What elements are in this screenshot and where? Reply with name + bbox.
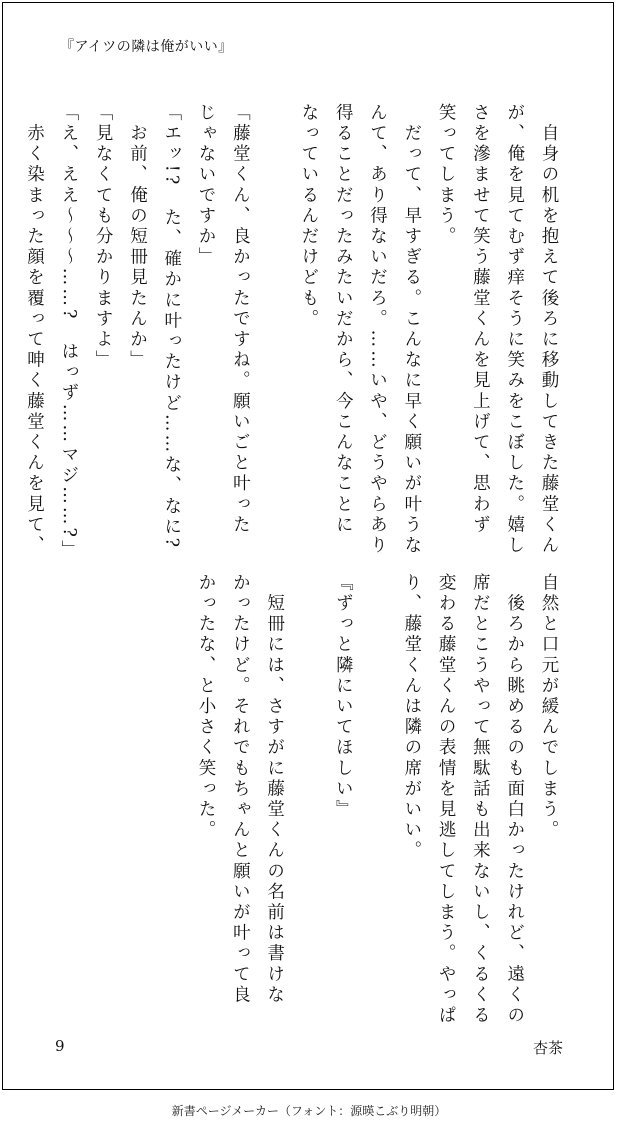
text-line: んて、あり得ないだろ。……いや、どうやらあり bbox=[367, 103, 388, 557]
page-number: 9 bbox=[55, 1037, 65, 1055]
text-line: さを滲ませて笑う藤堂くんを見上げて、思わず bbox=[470, 103, 491, 536]
text-line: お前、俺の短冊見たんか」 bbox=[127, 103, 148, 371]
text-line: なっているんだけども。 bbox=[298, 103, 319, 330]
text-line: 『ずっと隣にいてほしい』 bbox=[333, 573, 354, 821]
text-line: 「エッ!? た、確かに叶ったけど……な、なに? bbox=[161, 103, 182, 551]
text-line: 笑ってしまう。 bbox=[436, 103, 457, 248]
text-line: 「見なくても分かりますよ」 bbox=[93, 103, 114, 371]
text-line: 自然と口元が緩んでしまう。 bbox=[539, 573, 559, 841]
text-block-lower bbox=[189, 573, 566, 1027]
text-line: 赤く染まった顔を覆って呻く藤堂くんを見て、 bbox=[24, 103, 45, 557]
text-line: が、俺を見てむず痒そうに笑みをこぼした。嬉し bbox=[504, 103, 525, 557]
blank-line bbox=[292, 573, 326, 1013]
text-line: 席だとこうやって無駄話も出来ないし、くるくる bbox=[470, 573, 491, 1027]
text-line: り、藤堂くんは隣の席がいい。 bbox=[401, 573, 422, 862]
text-line: かったな、と小さく笑った。 bbox=[196, 573, 217, 841]
text-line: 短冊には、さすがに藤堂くんの名前は書けな bbox=[264, 573, 285, 1006]
text-line: 自身の机を抱えて後ろに移動してきた藤堂くん bbox=[539, 103, 559, 557]
blank-line bbox=[360, 573, 394, 1013]
text-line: 「藤堂くん、良かったですね。願いごと叶った bbox=[230, 103, 251, 536]
footer-credit: 新書ページメーカー（フォント：源暎こぶり明朝） bbox=[171, 1104, 447, 1118]
text-line: 変わる藤堂くんの表情を見逃してしまう。やっぱ bbox=[436, 573, 457, 1027]
text-line: じゃないですか」 bbox=[196, 103, 217, 268]
running-title: 『アイツの隣は俺がいい』 bbox=[60, 39, 233, 55]
text-block-upper bbox=[17, 103, 566, 561]
text-line: 後ろから眺めるのも面白かったけれど、遠くの bbox=[504, 573, 525, 1027]
author-name: 杏茶 bbox=[532, 1039, 563, 1057]
text-line: かったけど。それでもちゃんと願いが叶って良 bbox=[230, 573, 251, 1006]
text-line: 「え、ええ〜〜〜……? はっず……マジ……?」 bbox=[58, 103, 79, 561]
text-line: だって、早すぎる。こんなに早く願いが叶うな bbox=[401, 103, 422, 557]
blank-line bbox=[257, 103, 291, 543]
text-line: 得ることだったみたいだから、今こんなことに bbox=[333, 103, 354, 536]
